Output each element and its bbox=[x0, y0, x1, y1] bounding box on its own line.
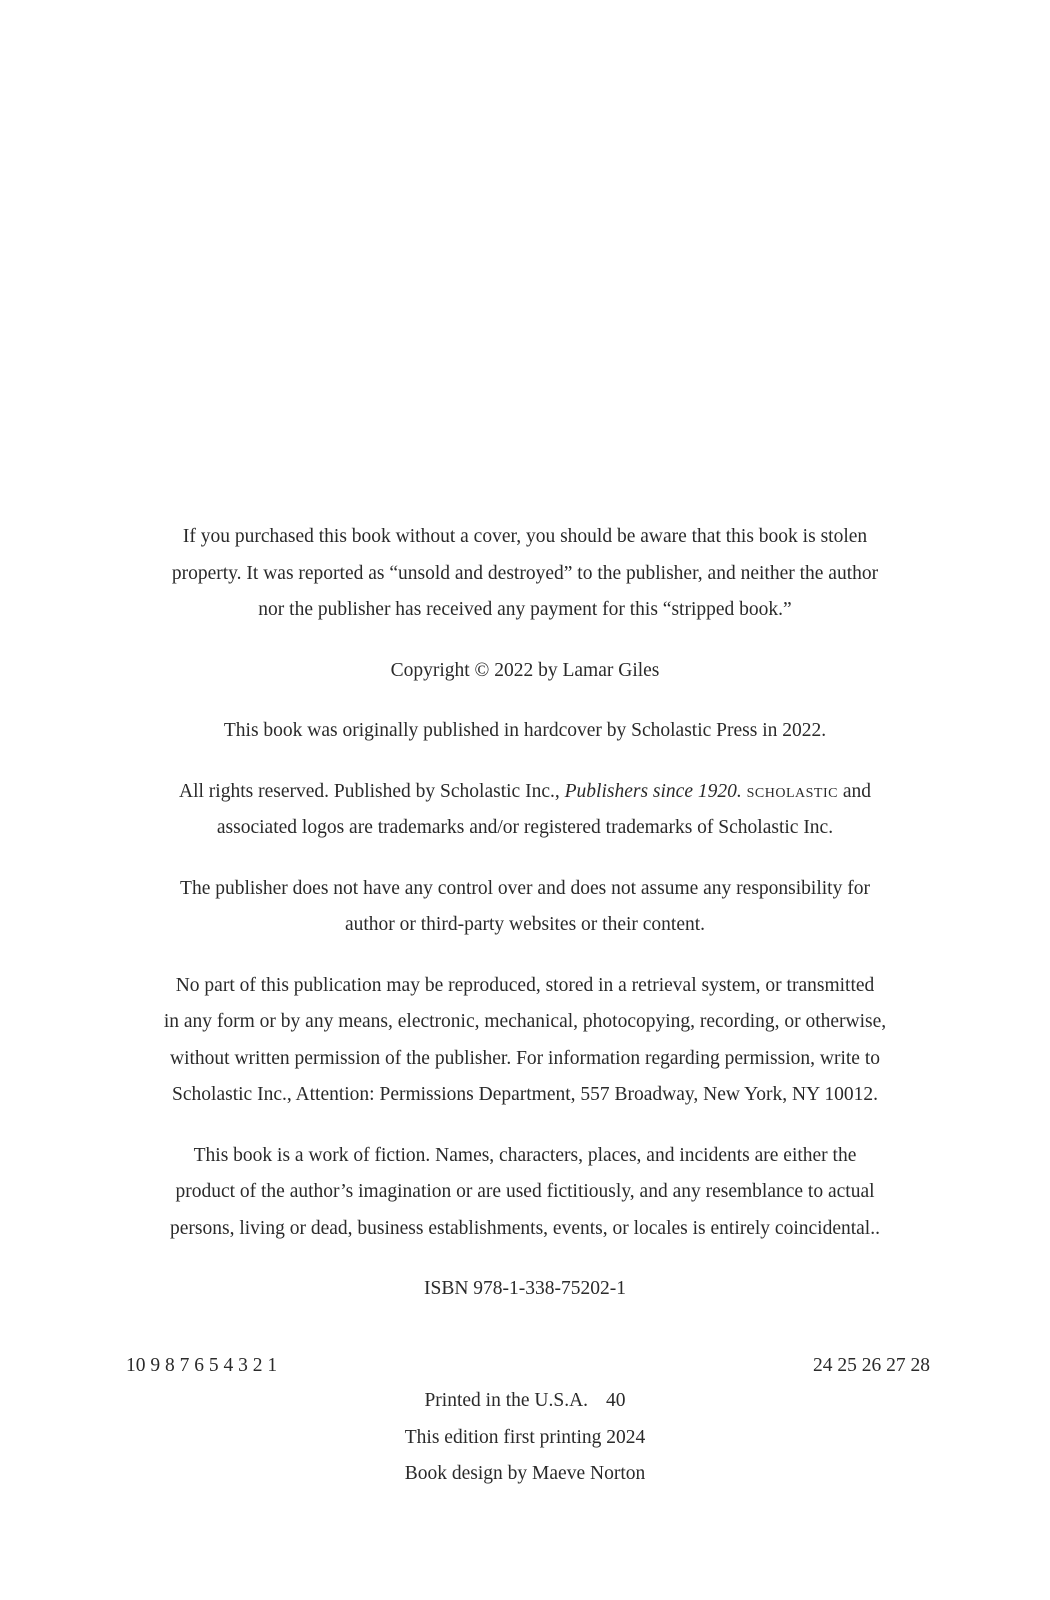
stripped-notice-line-1: If you purchased this book without a cover, you should be aware that this book is stolen bbox=[182, 526, 868, 547]
reproduction-line-4: Scholastic Inc., Attention: Permissions Department, 557 Broadway, New York, NY 10012. bbox=[172, 1084, 878, 1105]
fiction-line-1: This book is a work of fiction. Names, characters, places, and incidents are either the bbox=[193, 1144, 857, 1166]
reproduction-line-3: without written permission of the publisher. For information regarding permission, write to bbox=[169, 1047, 881, 1069]
copyright-line: Copyright © 2022 by Lamar Giles bbox=[390, 659, 660, 681]
edition-line: This edition first printing 2024 bbox=[404, 1426, 646, 1448]
book-design-credit: Book design by Maeve Norton bbox=[404, 1463, 646, 1484]
printed-in-line bbox=[100, 1383, 950, 1420]
print-line-numbers: 10 9 8 7 6 5 4 3 2 1 bbox=[126, 1355, 278, 1376]
reproduction-notice bbox=[100, 968, 950, 1114]
isbn-line: ISBN 978-1-338-75202-1 bbox=[423, 1278, 627, 1299]
rights-reserved-notice bbox=[100, 774, 950, 847]
print-year-numbers: 24 25 26 27 28 bbox=[813, 1355, 930, 1376]
fiction-line-2: product of the author’s imagination or are used fictitiously, and any resemblance to actual bbox=[175, 1181, 875, 1202]
stripped-book-notice bbox=[100, 519, 950, 629]
rights-text-part-2: and bbox=[837, 780, 871, 802]
rights-line-1 bbox=[100, 774, 950, 811]
rights-text-part-1: All rights reserved. Published by Scholastic Inc., bbox=[179, 780, 565, 802]
original-publication-line: This book was originally published in hardcover by Scholastic Press in 2022. bbox=[223, 720, 827, 741]
printed-number: 40 bbox=[606, 1390, 626, 1411]
printing-info-block bbox=[100, 1383, 950, 1493]
websites-disclaimer-line-1: The publisher does not have any control over and does not assume any responsibility for bbox=[180, 877, 870, 899]
reproduction-line-2: in any form or by any means, electronic, mechanical, photocopying, recording, or otherwise, bbox=[163, 1011, 887, 1032]
websites-disclaimer bbox=[100, 871, 950, 944]
websites-disclaimer-line-2: author or third-party websites or their content. bbox=[344, 914, 706, 935]
rights-line-2: associated logos are trademarks and/or registered trademarks of Scholastic Inc. bbox=[216, 817, 834, 838]
fiction-line-3: persons, living or dead, business establishments, events, or locales is entirely coincidental.. bbox=[170, 1217, 880, 1239]
copyright-text-block bbox=[100, 519, 950, 1332]
reproduction-line-1: No part of this publication may be reproduced, stored in a retrieval system, or transmitted bbox=[175, 974, 875, 996]
fiction-disclaimer bbox=[100, 1138, 950, 1248]
stripped-notice-line-3: nor the publisher has received any payment for this “stripped book.” bbox=[258, 599, 792, 620]
scholastic-smallcaps: scholastic bbox=[746, 780, 838, 802]
stripped-notice-line-2: property. It was reported as “unsold and destroyed” to the publisher, and neither the author bbox=[171, 562, 879, 584]
print-line-row bbox=[126, 1348, 930, 1384]
printed-in-text: Printed in the U.S.A. bbox=[424, 1390, 589, 1411]
publishers-since-italic: Publishers since 1920. bbox=[564, 780, 742, 802]
